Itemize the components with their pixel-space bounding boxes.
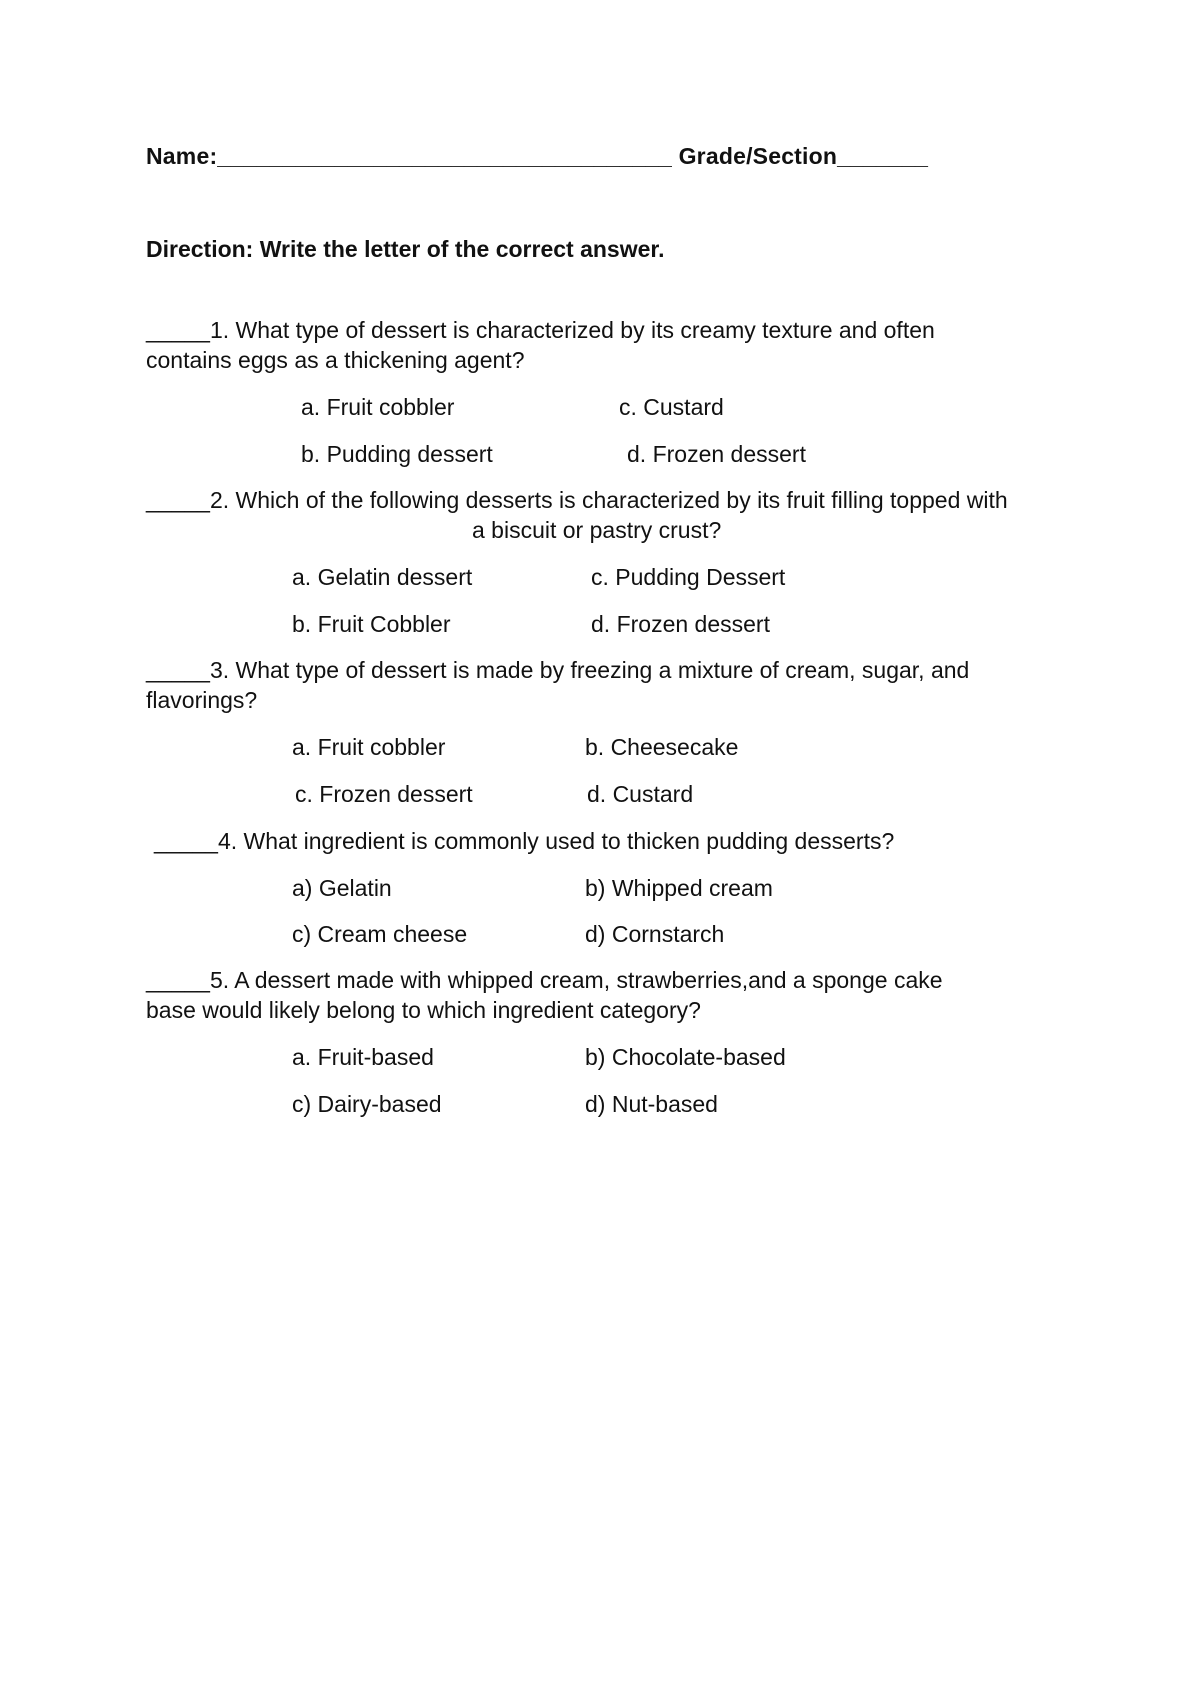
name-grade-section-line: Name:___________________________________ Grade/Section_______ xyxy=(146,143,929,169)
question-3-option-c: c. Frozen dessert xyxy=(295,781,473,807)
question-3-line-1: _____3. What type of dessert is made by freezing a mixture of cream, sugar, and xyxy=(146,657,970,683)
question-1-line-2: contains eggs as a thickening agent? xyxy=(146,347,525,373)
question-1-option-a: a. Fruit cobbler xyxy=(301,394,455,420)
question-2-option-b: b. Fruit Cobbler xyxy=(292,611,451,637)
question-1-option-d: d. Frozen dessert xyxy=(627,441,806,467)
question-1-option-c: c. Custard xyxy=(619,394,724,420)
question-3-line-2: flavorings? xyxy=(146,687,258,713)
direction-text: Direction: Write the letter of the correct answer. xyxy=(146,236,665,262)
question-2-line-2: a biscuit or pastry crust? xyxy=(472,517,722,543)
question-5-line-2: base would likely belong to which ingredient category? xyxy=(146,997,701,1023)
question-4-line-1: _____4. What ingredient is commonly used to thicken pudding desserts? xyxy=(154,828,895,854)
question-2-option-a: a. Gelatin dessert xyxy=(292,564,473,590)
question-1-option-b: b. Pudding dessert xyxy=(301,441,493,467)
question-5-line-1: _____5. A dessert made with whipped cream, strawberries,and a sponge cake xyxy=(146,967,943,993)
question-5-option-d: d) Nut-based xyxy=(585,1091,718,1117)
question-3-option-b: b. Cheesecake xyxy=(585,734,739,760)
question-4-option-d: d) Cornstarch xyxy=(585,921,725,947)
question-2-option-c: c. Pudding Dessert xyxy=(591,564,786,590)
question-2-line-1: _____2. Which of the following desserts is characterized by its fruit filling topped with xyxy=(146,487,1008,513)
question-3-option-d: d. Custard xyxy=(587,781,694,807)
question-5-option-b: b) Chocolate-based xyxy=(585,1044,786,1070)
question-5-option-a: a. Fruit-based xyxy=(292,1044,434,1070)
question-4-option-b: b) Whipped cream xyxy=(585,875,773,901)
question-5-option-c: c) Dairy-based xyxy=(292,1091,442,1117)
question-1-line-1: _____1. What type of dessert is characterized by its creamy texture and often xyxy=(146,317,935,343)
question-4-option-a: a) Gelatin xyxy=(292,875,392,901)
question-4-option-c: c) Cream cheese xyxy=(292,921,468,947)
question-2-option-d: d. Frozen dessert xyxy=(591,611,770,637)
question-3-option-a: a. Fruit cobbler xyxy=(292,734,446,760)
